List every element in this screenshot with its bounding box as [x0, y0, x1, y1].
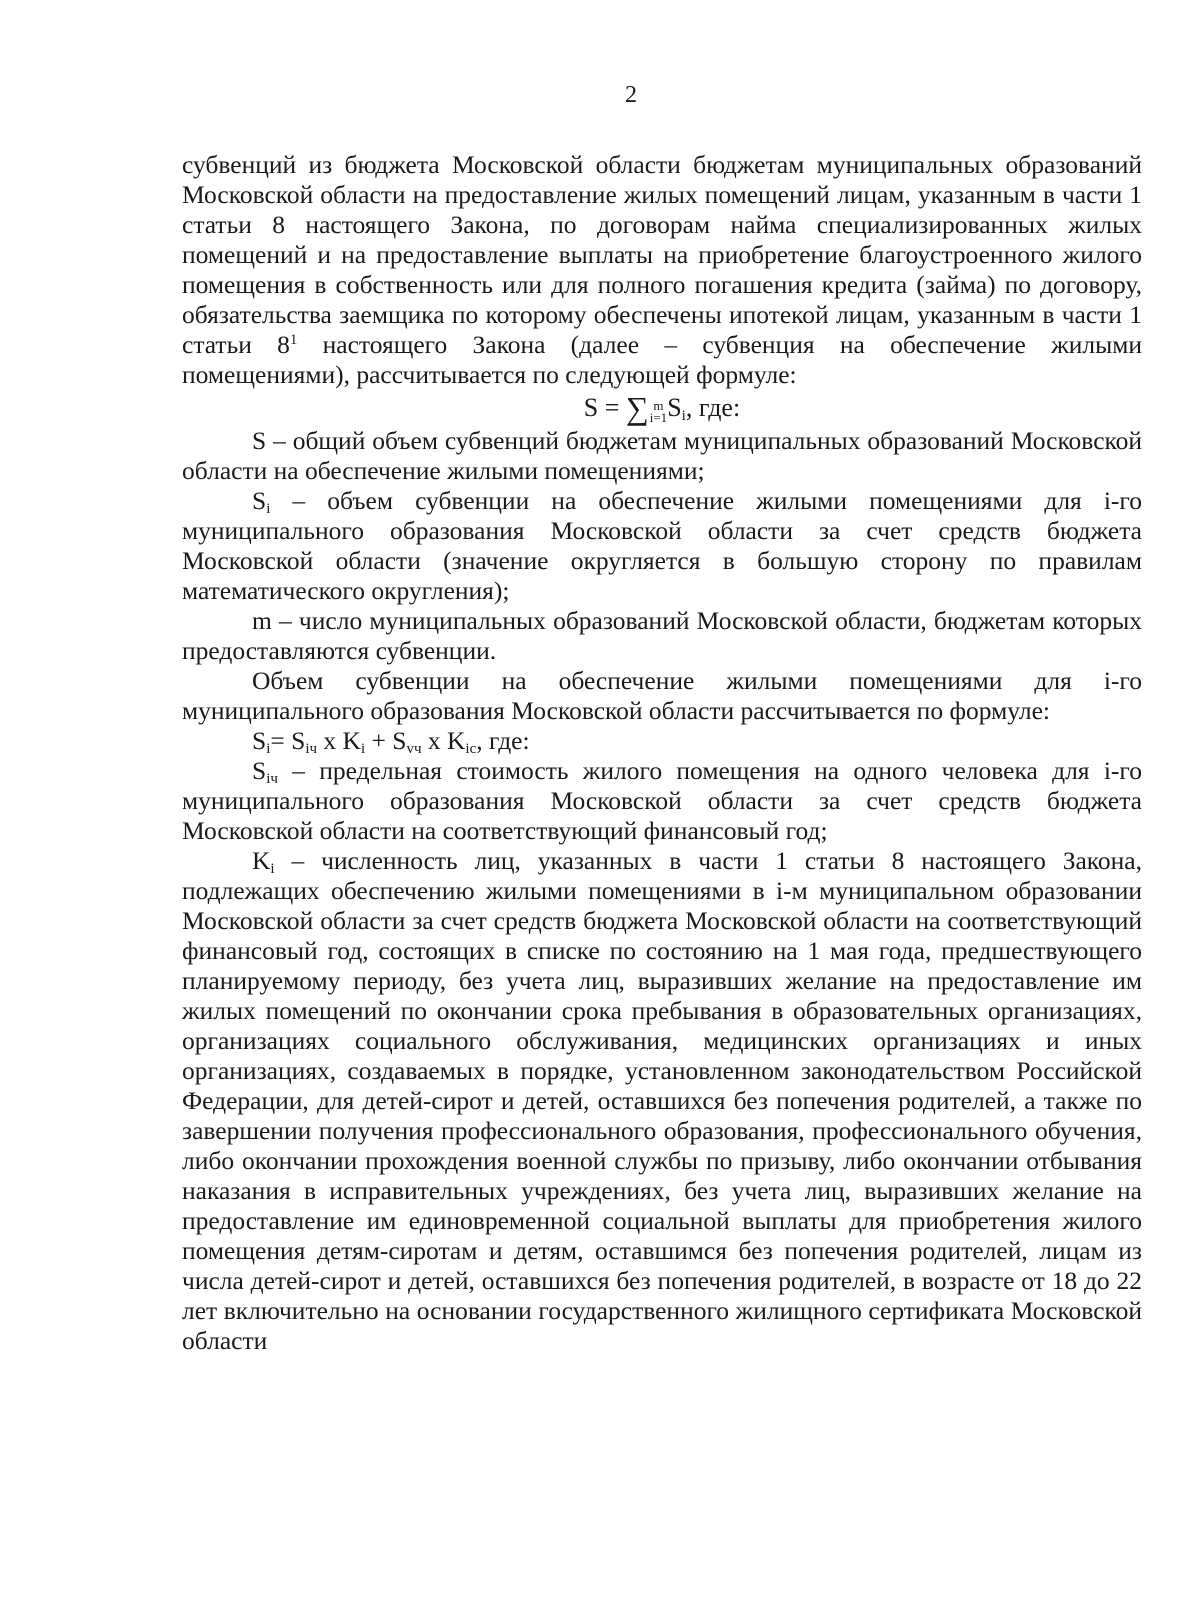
page-number: 2	[625, 82, 637, 108]
formula-si: $S_i= S_{iч}$ x $K_i + S_{vч}$ x $K_{ic}$, где:	[252, 726, 530, 757]
paragraph-si-formula-intro: Объем субвенции на обеспечение жилыми помещениями для i-го муниципального образования Московской области рассчитывается по формуле:	[182, 666, 1142, 725]
superscript: 1	[289, 332, 298, 348]
paragraph-ki-definition: $K_i$ – численность лиц, указанных в части 1 статьи 8 настоящего Закона, подлежащих обеспечению жилыми помещениями в i-м муниципальном образовании Московской области за счет средств бюджета Московской области на соответствующий финансовый год, состоящих в списке по состоянию на 1 мая года, предшествующего планируемому периоду, без учета лиц, выразивших желание на предоставление им жилых помещений по окончании срока пребывания в образовательных организациях, организациях социального обслуживания, медицинских организациях и иных организациях, создаваемых в порядке, установленном законодательством Российской Федерации, для детей-сирот и детей, оставшихся без попечения родителей, а также по завершении получения профессионального образования, профессионального обучения, либо окончании прохождения военной службы по призыву, либо окончании отбывания наказания в исправительных учреждениях, без учета лиц, выразивших желание на предоставление им единовременной социальной выплаты для приобретения жилого помещения детям-сиротам и детям, оставшимся без попечения родителей, лицам из числа детей-сирот и детей, оставшихся без попечения родителей, в возрасте от 18 до 22 лет включительно на основании государственного жилищного сертификата Московской области	[182, 846, 1142, 1355]
sum-symbol: ∑	[625, 390, 649, 426]
paragraph-m-definition: m – число муниципальных образований Московской области, бюджетам которых предоставляются субвенции.	[182, 606, 1142, 665]
document-body	[182, 150, 1142, 1356]
paragraph-sich-definition: $S_{iч}$ – предельная стоимость жилого помещения на одного человека для i-го муниципального образования Московской области за счет средств бюджета Московской области на соответствующий финансовый год;	[182, 756, 1142, 845]
formula-total-subvention: S = ∑ m i=1 $S_i$, где:	[583, 390, 741, 426]
paragraph-subvention-intro: субвенций из бюджета Московской области бюджетам муниципальных образований Московской области на предоставление жилых помещений лицам, указанным в части 1 статьи 8 настоящего Закона, по договорам найма специализированных жилых помещений и на предоставление выплаты на приобретение благоустроенного жилого помещения в собственность или для полного погашения кредита (займа) по договору, обязательства заемщика по которому обеспечены ипотекой лицам, указанным в части 1 статьи $8^1$ настоящего Закона (далее – субвенция на обеспечение жилыми помещениями), рассчитывается по следующей формуле:	[182, 150, 1142, 389]
paragraph-s-definition: S – общий объем субвенций бюджетам муниципальных образований Московской области на обеспечение жилыми помещениями;	[182, 426, 1142, 485]
paragraph-si-definition: $S_i$ – объем субвенции на обеспечение жилыми помещениями для i-го муниципального образования Московской области за счет средств бюджета Московской области (значение округляется в большую сторону по правилам математического округления);	[182, 486, 1142, 605]
